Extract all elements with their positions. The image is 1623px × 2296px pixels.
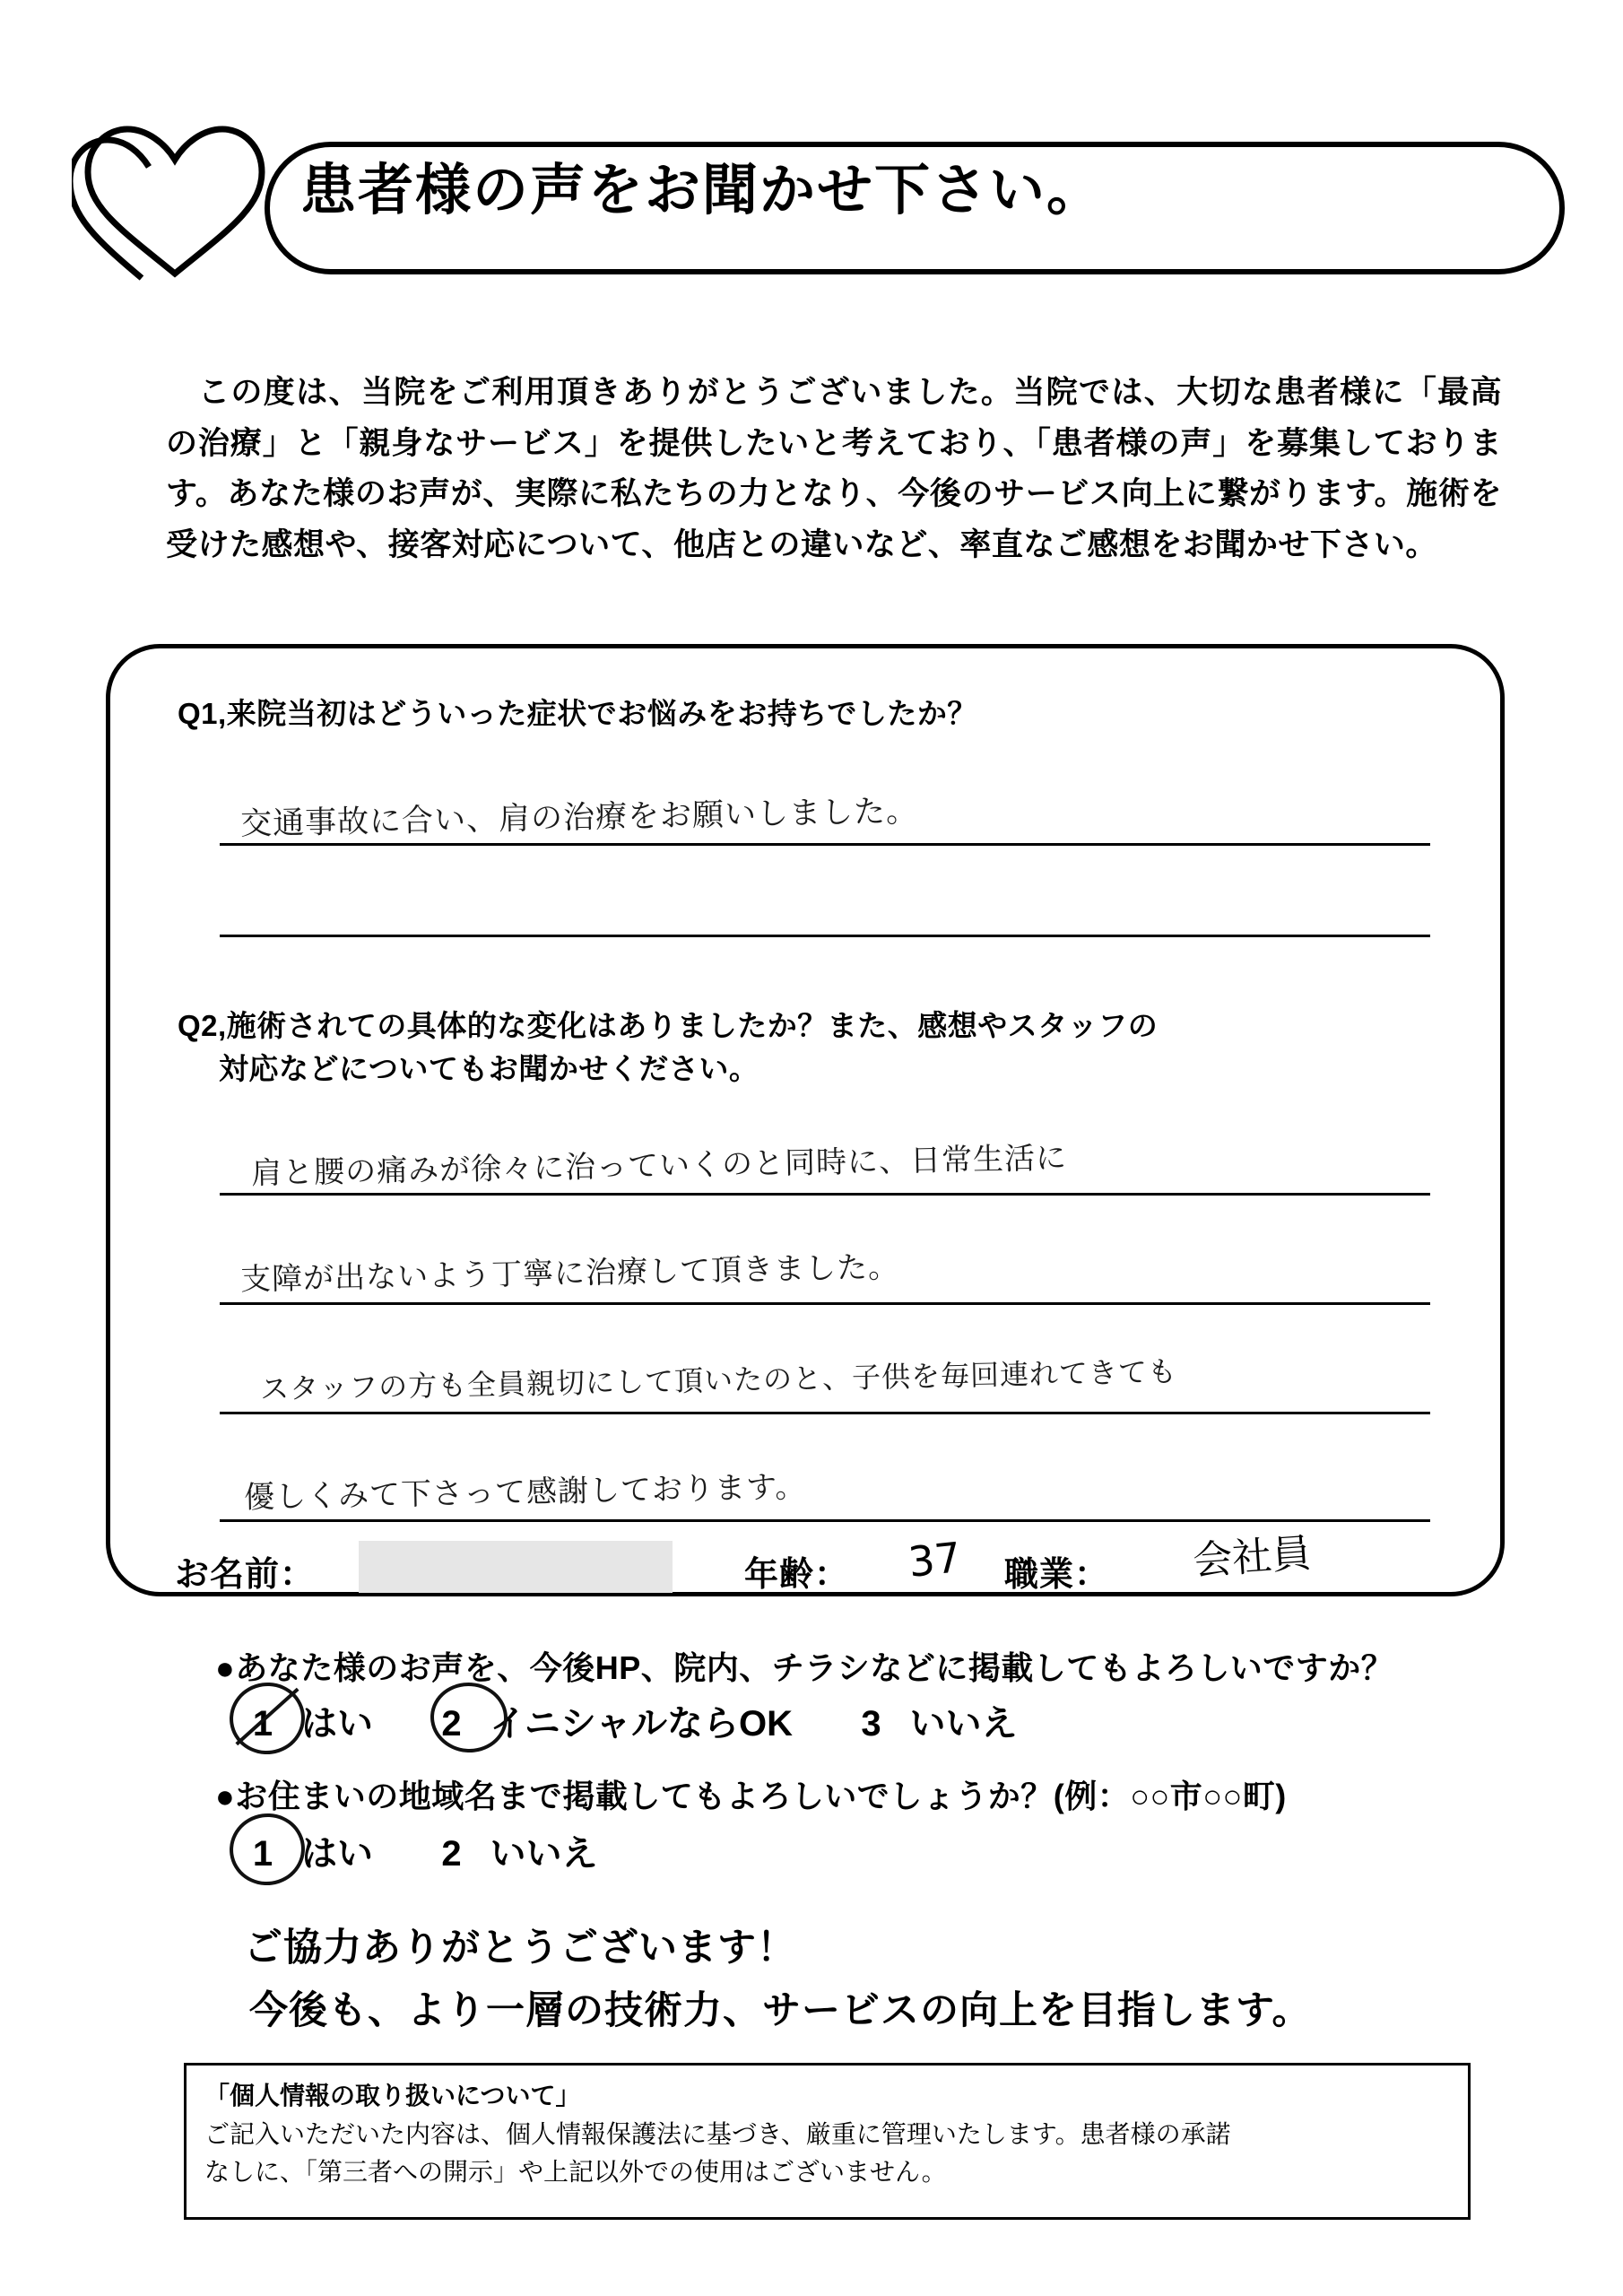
q1-answer-line-2[interactable] [220,935,1430,937]
q2-answer-line-3[interactable] [220,1412,1430,1414]
consent-2-option-2-number: 2 [441,1834,462,1874]
consent-1-option-3-label: いいえ [909,1704,1018,1744]
occupation-label: 職業： [1004,1556,1110,1594]
q2-handwritten-line-1: 肩と腰の痛みが徐々に治っていくのと同時に、日常生活に [250,1140,1068,1192]
intro-paragraph [166,368,1502,571]
question-2-label [178,1004,1388,1091]
name-label: お名前： [175,1556,316,1594]
consent-1-option-3-number: 3 [861,1704,881,1744]
q1-handwritten-answer: 交通事故に合い、肩の治療をお願いしました。 [239,793,919,843]
occupation-value: 会社員 [1191,1530,1313,1585]
privacy-notice-text [204,2077,1460,2192]
privacy-line-1: ご記入いただいた内容は、個人情報保護法に基づき、厳重に管理いたします。患者様の承諾 [204,2119,1231,2148]
consent-1-option-1-label: はい [301,1704,373,1744]
name-redaction-block [359,1541,673,1593]
intro-text: この度は、当院をご利用頂きありがとうございました。当院では、大切な患者様に「最高の治療」と「親身なサービス」を提供したいと考えており、「患者様の声」を募集しております。あなた様のお声が、実際に私たちの力となり、今後のサービス向上に繋がります。施術を受けた感想や、接客対応について、他店との違いなど、率直なご感想をお聞かせ下さい。 [166,375,1502,563]
q1-answer-line-1[interactable] [220,843,1430,846]
consent-2-option-2-label: いいえ [490,1834,598,1874]
consent-1-option-1-number: 1 [252,1704,273,1744]
question-1-label: Q1,来院当初はどういった症状でお悩みをお持ちでしたか？ [178,697,977,730]
consent-2-option-1-label: はい [301,1834,373,1874]
page-title: 患者様の声をお聞かせ下さい。 [300,160,1105,222]
consent-question-2: ●お住まいの地域名まで掲載してもよろしいでしょうか？(例：○○市○○町) [215,1778,1287,1814]
thanks-line-1: ご協力ありがとうございます！ [244,1926,796,1970]
question-2-label-main: Q2,施術されての具体的な変化はありましたか？また、感想やスタッフの [178,1009,1159,1042]
q2-answer-line-4[interactable] [220,1519,1430,1522]
consent-2-option-2[interactable] [423,1825,644,1876]
question-2-label-sub: 対応などについてもお聞かせください。 [219,1051,759,1085]
consent-2-option-1-number: 1 [252,1834,273,1874]
consent-2-option-1-circle-mark [225,1809,309,1891]
header [72,108,1551,287]
consent-1-option-2-number: 2 [441,1704,462,1744]
q2-handwritten-line-4: 優しくみて下さって感謝しております。 [243,1468,807,1517]
consent-1-option-2-label: イニシャルならOK [490,1704,794,1744]
q2-answer-line-1[interactable] [220,1193,1430,1196]
consent-1-option-3[interactable] [844,1695,1064,1746]
q2-answer-line-2[interactable] [220,1302,1430,1305]
age-label: 年齢： [744,1556,850,1594]
thanks-line-2: 今後も、より一層の技術力、サービスの向上を目指します。 [249,1989,1312,2032]
privacy-line-2: なしに、「第三者への開示」や上記以外での使用はございません。 [204,2158,947,2187]
consent-question-1: ●あなた様のお声を、今後HP、院内、チラシなどに掲載してもよろしいですか？ [215,1649,1394,1686]
q2-handwritten-line-2: 支障が出ないよう丁寧に治療して頂きました。 [239,1248,900,1299]
privacy-title: 「個人情報の取り扱いについて」 [204,2082,581,2109]
consent-options-1 [235,1695,1064,1746]
answers-box [106,644,1505,1596]
q2-handwritten-line-3: スタッフの方も全員親切にして頂いたのと、子供を毎回連れてきても [259,1354,1178,1406]
age-value: 37 [906,1533,964,1587]
